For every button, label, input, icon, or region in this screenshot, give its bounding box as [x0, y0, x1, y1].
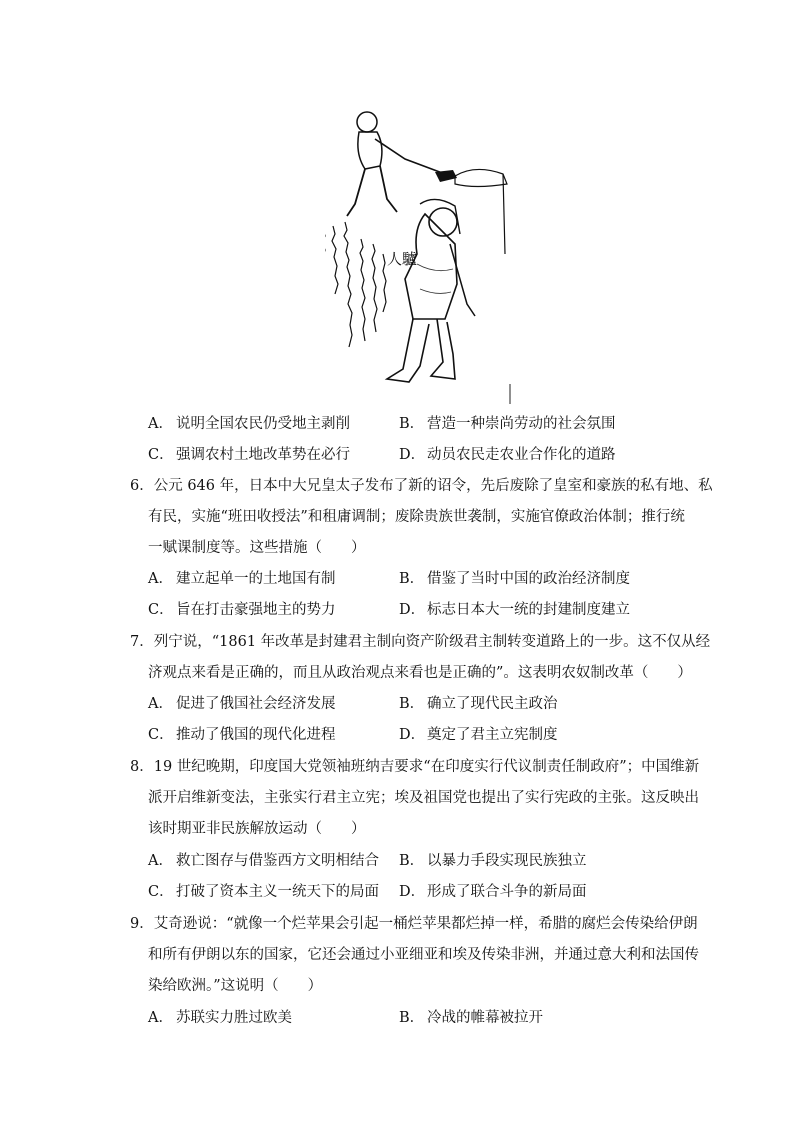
option-label: C． [148, 884, 174, 900]
option-text: 借鉴了当时中国的政治经济制度 [427, 571, 630, 587]
option-text: 形成了联合斗争的新局面 [427, 884, 587, 900]
option-text: 旨在打击豪强地主的势力 [176, 602, 336, 618]
option-label: D． [399, 727, 426, 743]
q5-option-a[interactable] [148, 414, 350, 434]
option-label: A． [148, 571, 173, 587]
q9-option-b[interactable] [399, 1008, 543, 1028]
cartoon-illustration [325, 104, 515, 404]
q9-option-a[interactable] [148, 1008, 292, 1028]
q8-option-a[interactable] [148, 851, 379, 871]
q9-stem-line1: 9．艾奇逊说：“就像一个烂苹果会引起一桶烂苹果都烂掉一样，希腊的腐烂会传染给伊朗 [130, 916, 698, 932]
option-label: D． [399, 602, 426, 618]
option-text: 营造一种崇尚劳动的社会氛围 [427, 416, 616, 432]
q9-stem-line3: 染给欧洲。”这说明（ ） [148, 978, 323, 994]
option-text: 推动了俄国的现代化进程 [176, 727, 336, 743]
q7-option-c[interactable] [148, 725, 336, 745]
option-label: C． [148, 447, 174, 463]
option-label: A． [148, 1010, 173, 1026]
q8-option-b[interactable] [399, 851, 587, 871]
q7-option-d[interactable] [399, 725, 558, 745]
option-text: 苏联实力胜过欧美 [176, 1010, 292, 1026]
q8-option-c[interactable] [148, 882, 379, 902]
option-text: 以暴力手段实现民族独立 [427, 853, 587, 869]
q5-option-d[interactable] [399, 445, 616, 465]
option-text: 说明全国农民仍受地主剥削 [176, 416, 350, 432]
q8-stem-line2: 派开启维新变法，主张实行君主立宪；埃及祖国党也提出了实行宪政的主张。这反映出 [148, 790, 699, 806]
option-label: B． [399, 571, 425, 587]
q5-option-b[interactable] [399, 414, 616, 434]
option-label: C． [148, 727, 174, 743]
option-label: B． [399, 1010, 425, 1026]
q5-option-c[interactable] [148, 445, 350, 465]
q7-option-b[interactable] [399, 694, 558, 714]
q7-stem-line1: 7．列宁说，“1861 年改革是封建君主制向资产阶级君主制转变道路上的一步。这不仅从经 [130, 634, 711, 650]
cartoon-title-text: 人驢 [387, 250, 418, 268]
q7-stem-line2: 济观点来看是正确的，而且从政治观点来看也是正确的”。这表明农奴制改革（ ） [148, 665, 692, 681]
option-label: B． [399, 696, 425, 712]
option-text: 促进了俄国社会经济发展 [176, 696, 336, 712]
option-text: 建立起单一的土地国有制 [176, 571, 336, 587]
option-text: 动员农民走农业合作化的道路 [427, 447, 616, 463]
q8-stem-line3: 该时期亚非民族解放运动（ ） [148, 821, 366, 837]
q6-option-b[interactable] [399, 569, 630, 589]
option-label: A． [148, 696, 173, 712]
option-label: D． [399, 447, 426, 463]
q7-option-a[interactable] [148, 694, 336, 714]
option-text: 冷战的帷幕被拉开 [427, 1010, 543, 1026]
q8-option-d[interactable] [399, 882, 587, 902]
option-text: 救亡图存与借鉴西方文明相结合 [176, 853, 379, 869]
option-label: B． [399, 853, 425, 869]
option-text: 强调农村土地改革势在必行 [176, 447, 350, 463]
q6-stem-line3: 一赋课制度等。这些措施（ ） [148, 540, 366, 556]
option-label: B． [399, 416, 425, 432]
q6-stem-line2: 有民，实施“班田收授法”和租庸调制；废除贵族世袭制，实施官僚政治体制；推行统 [148, 509, 685, 525]
q9-stem-line2: 和所有伊朗以东的国家，它还会通过小亚细亚和埃及传染非洲，并通过意大利和法国传 [148, 947, 699, 963]
q8-stem-line1: 8．19 世纪晚期，印度国大党领袖班纳吉要求“在印度实行代议制责任制政府”；中国维新 [130, 759, 700, 775]
option-label: A． [148, 416, 173, 432]
option-text: 标志日本大一统的封建制度建立 [427, 602, 630, 618]
option-text: 确立了现代民主政治 [427, 696, 558, 712]
option-text: 奠定了君主立宪制度 [427, 727, 558, 743]
q6-stem-line1: 6．公元 646 年，日本中大兄皇太子发布了新的诏令，先后废除了皇室和豪族的私有地、私 [130, 478, 713, 494]
option-label: A． [148, 853, 173, 869]
option-label: C． [148, 602, 174, 618]
option-text: 打破了资本主义一统天下的局面 [176, 884, 379, 900]
option-label: D． [399, 884, 426, 900]
q6-option-c[interactable] [148, 600, 336, 620]
q6-option-d[interactable] [399, 600, 630, 620]
q6-option-a[interactable] [148, 569, 336, 589]
